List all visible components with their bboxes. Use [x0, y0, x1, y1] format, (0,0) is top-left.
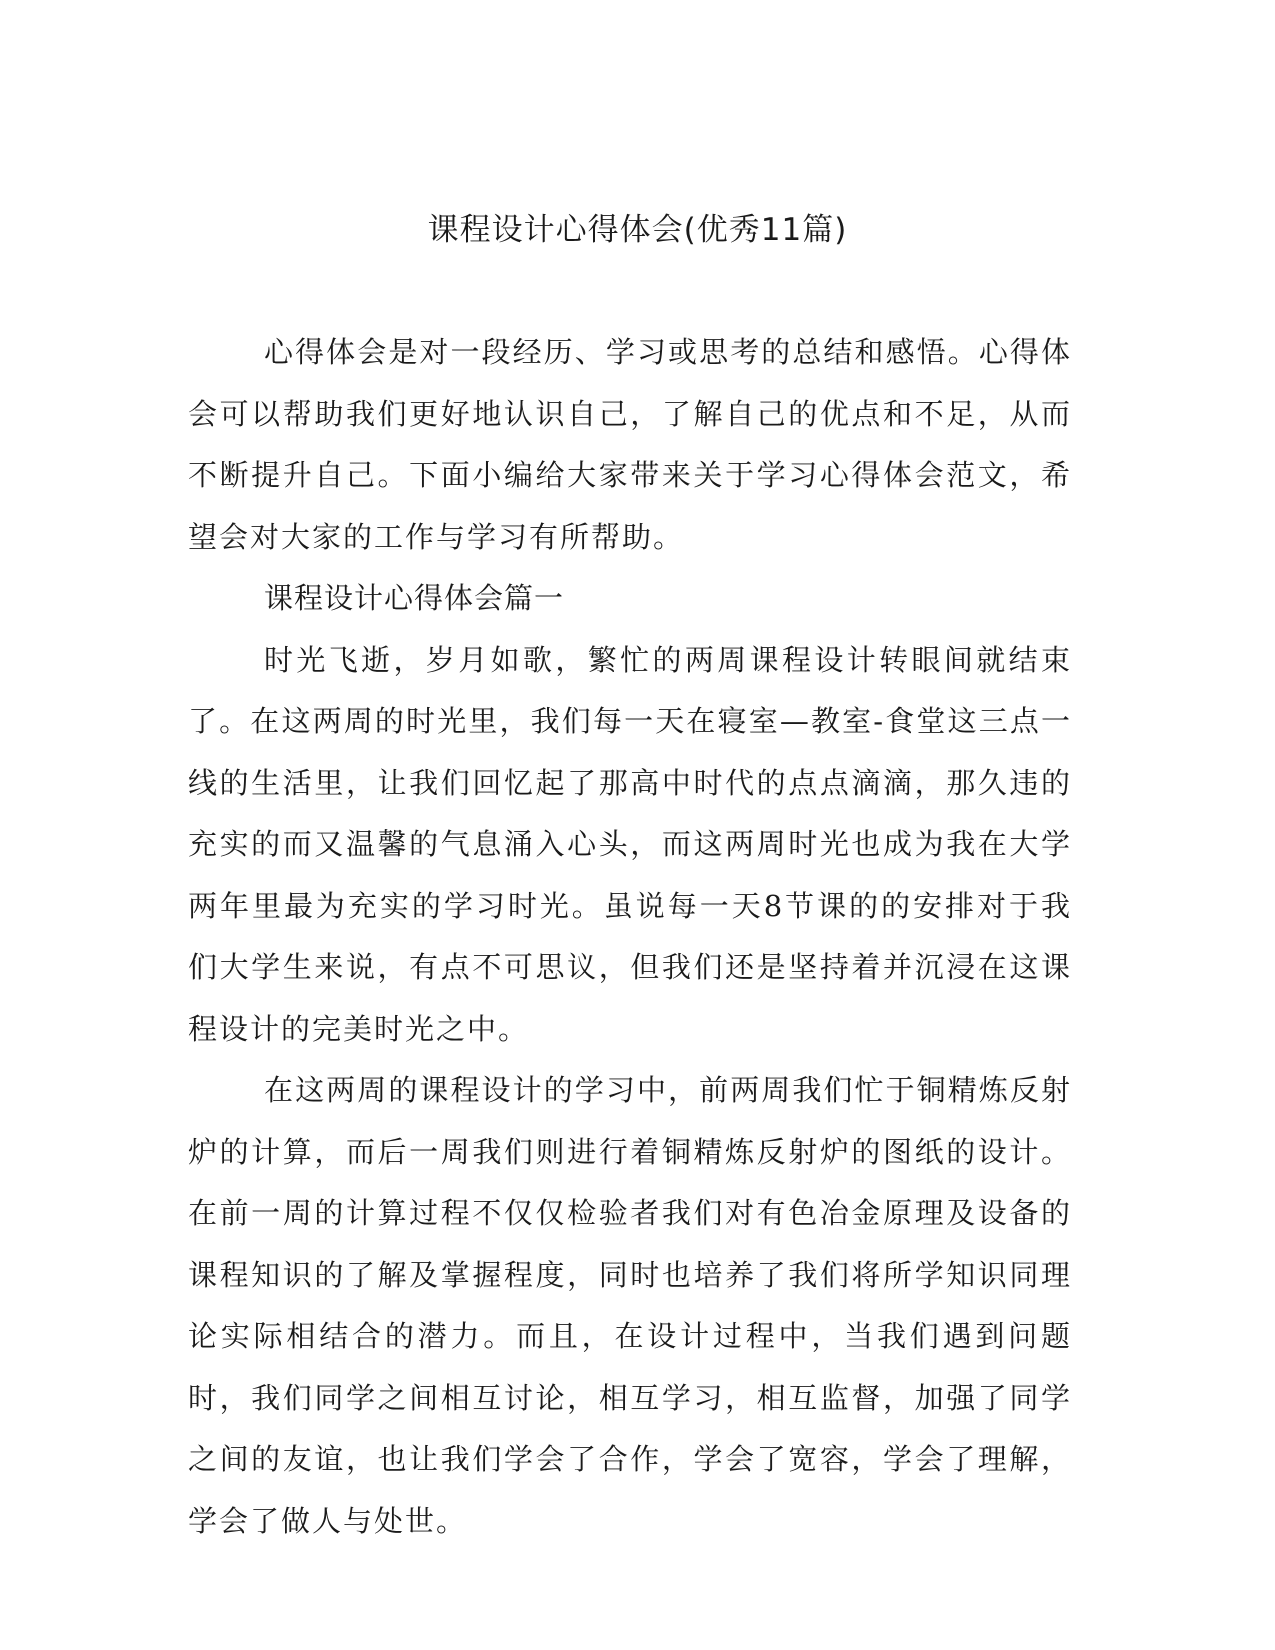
section-heading: 课程设计心得体会篇一	[264, 581, 565, 615]
document-title: 课程设计心得体会(优秀11篇)	[427, 212, 848, 248]
body-paragraph-2: 在这两周的课程设计的学习中，前两周我们忙于铜精炼反射炉的计算，而后一周我们则进行着铜精炼反射炉的图纸的设计。在前一周的计算过程不仅仅检验者我们对有色冶金原理及设备的课程知识的了解及掌握程度，同时也培养了我们将所学知识同理论实际相结合的潜力。而且，在设计过程中，当我们遇到问题时，我们同学之间相互讨论，相互学习，相互监督，加强了同学之间的友谊，也让我们学会了合作，学会了宽容，学会了理解，学会了做人与处世。	[188, 1073, 1072, 1538]
body-paragraph-1: 时光飞逝，岁月如歌，繁忙的两周课程设计转眼间就结束了。在这两周的时光里，我们每一天在寝室—教室-食堂这三点一线的生活里，让我们回忆起了那高中时代的点点滴滴，那久违的充实的而又温馨的气息涌入心头，而这两周时光也成为我在大学两年里最为充实的学习时光。虽说每一天8节课的的安排对于我们大学生来说，有点不可思议，但我们还是坚持着并沉浸在这课程设计的完美时光之中。	[188, 642, 1072, 1046]
intro-paragraph: 心得体会是对一段经历、学习或思考的总结和感悟。心得体会可以帮助我们更好地认识自己，了解自己的优点和不足，从而不断提升自己。下面小编给大家带来关于学习心得体会范文，希望会对大家的工作与学习有所帮助。	[188, 335, 1072, 554]
document-body	[188, 322, 1072, 1552]
